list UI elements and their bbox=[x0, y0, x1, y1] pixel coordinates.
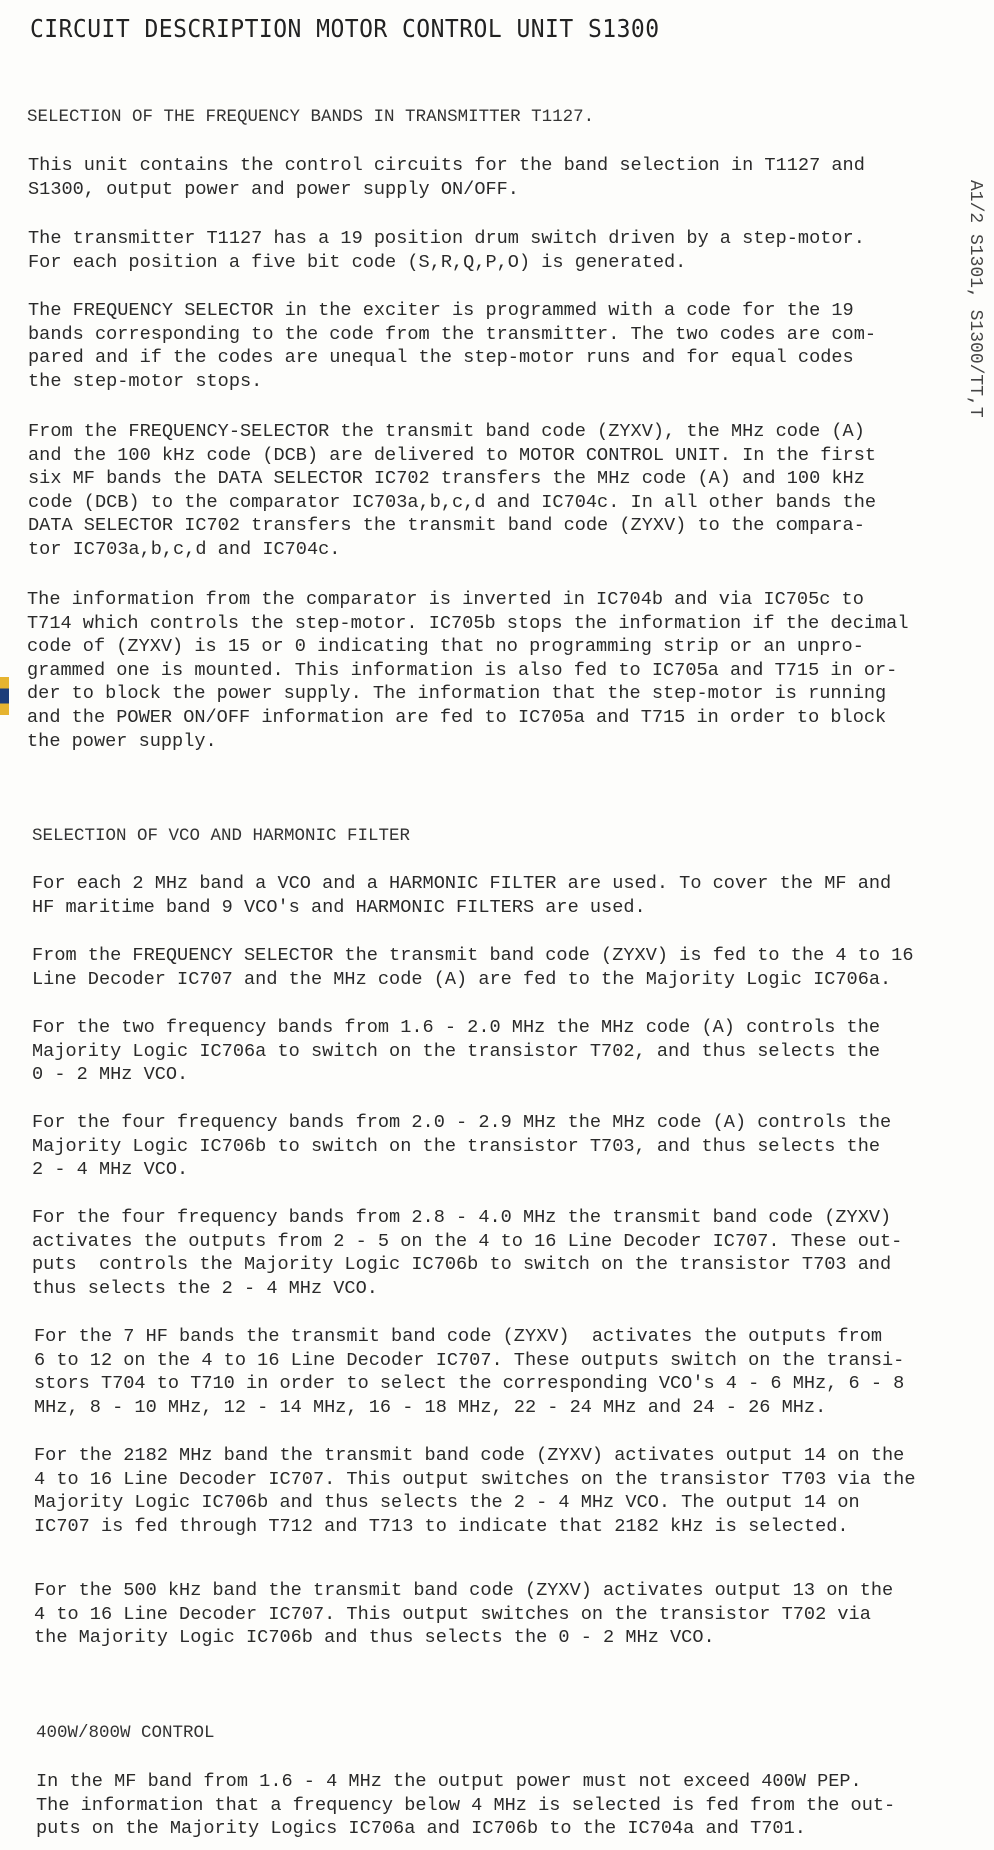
section-heading: 400W/800W CONTROL bbox=[36, 1723, 215, 1743]
paragraph: For the two frequency bands from 1.6 - 2.0 MHz the MHz code (A) controls the Majority Logic IC706a to switch on the transistor T702, and thus selects the 0 - 2 MHz VCO. bbox=[32, 1017, 881, 1086]
paragraph: For the 2182 MHz band the transmit band code (ZYXV) activates output 14 on the 4 to 16 Line Decoder IC707. This output switches on the transistor T703 via the Majority Logic IC706b and thus selects the 2 - 4 MHz VCO. The output 14 on IC707 is fed through T712 and T713 to indicate that 2182 kHz is selected. bbox=[34, 1445, 916, 1537]
paragraph: From the FREQUENCY SELECTOR the transmit band code (ZYXV) is fed to the 4 to 16 Line Decoder IC707 and the MHz code (A) are fed to the Majority Logic IC706a. bbox=[32, 945, 914, 990]
paragraph: For each 2 MHz band a VCO and a HARMONIC FILTER are used. To cover the MF and HF maritime band 9 VCO's and HARMONIC FILTERS are used. bbox=[32, 873, 892, 918]
paragraph: For the 500 kHz band the transmit band code (ZYXV) activates output 13 on the 4 to 16 Line Decoder IC707. This output switches on the transistor T702 via the Majority Logic IC706b and thus selects the 0 - 2 MHz VCO. bbox=[34, 1580, 894, 1649]
binder-edge-mark bbox=[0, 677, 9, 715]
paragraph: The transmitter T1127 has a 19 position drum switch driven by a step-motor. For each position a five bit code (S,R,Q,P,O) is generated. bbox=[28, 228, 865, 273]
side-reference-note: A1/2 S1301, S1300/TT,T bbox=[965, 180, 985, 418]
paragraph: This unit contains the control circuits for the band selection in T1127 and S1300, output power and power supply ON/OFF. bbox=[28, 155, 865, 200]
paragraph: The FREQUENCY SELECTOR in the exciter is programmed with a code for the 19 bands corresponding to the code from the transmitter. The two codes are com- pared and if the codes are unequal the step-motor runs and for equal codes the step-motor stops. bbox=[28, 300, 877, 392]
section-heading: SELECTION OF THE FREQUENCY BANDS IN TRANSMITTER T1127. bbox=[27, 107, 595, 127]
paragraph: For the 7 HF bands the transmit band code (ZYXV) activates the outputs from 6 to 12 on the 4 to 16 Line Decoder IC707. These outputs switch on the transi- stors T704 to T710 in order to select the corresponding VCO's 4 - 6 MHz, 6 - 8 MHz, 8 - 10 MHz, 12 - 14 MHz, 16 - 18 MHz, 22 - 24 MHz and 24 - 26 MHz. bbox=[34, 1326, 905, 1418]
paragraph: For the four frequency bands from 2.8 - 4.0 MHz the transmit band code (ZYXV) activates the outputs from 2 - 5 on the 4 to 16 Line Decoder IC707. These out- puts controls the Majority Logic IC706b to switch on the transistor T703 and thus selects the 2 - 4 MHz VCO. bbox=[32, 1207, 903, 1299]
page-title: CIRCUIT DESCRIPTION MOTOR CONTROL UNIT S1300 bbox=[30, 14, 660, 43]
paragraph: From the FREQUENCY-SELECTOR the transmit band code (ZYXV), the MHz code (A) and the 100 kHz code (DCB) are delivered to MOTOR CONTROL UNIT. In the first six MF bands the DATA SELECTOR IC702 transfers the MHz code (A) and 100 kHz code (DCB) to the comparator IC703a,b,c,d and IC704c. In all other bands the DATA SELECTOR IC702 transfers the transmit band code (ZYXV) to the compara- tor IC703a,b,c,d and IC704c. bbox=[28, 421, 877, 560]
paragraph: For the four frequency bands from 2.0 - 2.9 MHz the MHz code (A) controls the Majority Logic IC706b to switch on the transistor T703, and thus selects the 2 - 4 MHz VCO. bbox=[32, 1112, 892, 1181]
section-heading: SELECTION OF VCO AND HARMONIC FILTER bbox=[32, 826, 411, 846]
paragraph: In the MF band from 1.6 - 4 MHz the output power must not exceed 400W PEP. The information that a frequency below 4 MHz is selected is fed from the out- puts on the Majority Logics IC706a and IC706b to the IC704a and T701. bbox=[36, 1771, 896, 1840]
paragraph: The information from the comparator is inverted in IC704b and via IC705c to T714 which controls the step-motor. IC705b stops the information if the decimal code of (ZYXV) is 15 or 0 indicating that no programming strip or an unpro- grammed one is mounted. This information is also fed to IC705a and T715 in or- der to block the power supply. The information that the step-motor is running and the POWER ON/OFF information are fed to IC705a and T715 in order to block the power supply. bbox=[27, 589, 909, 752]
